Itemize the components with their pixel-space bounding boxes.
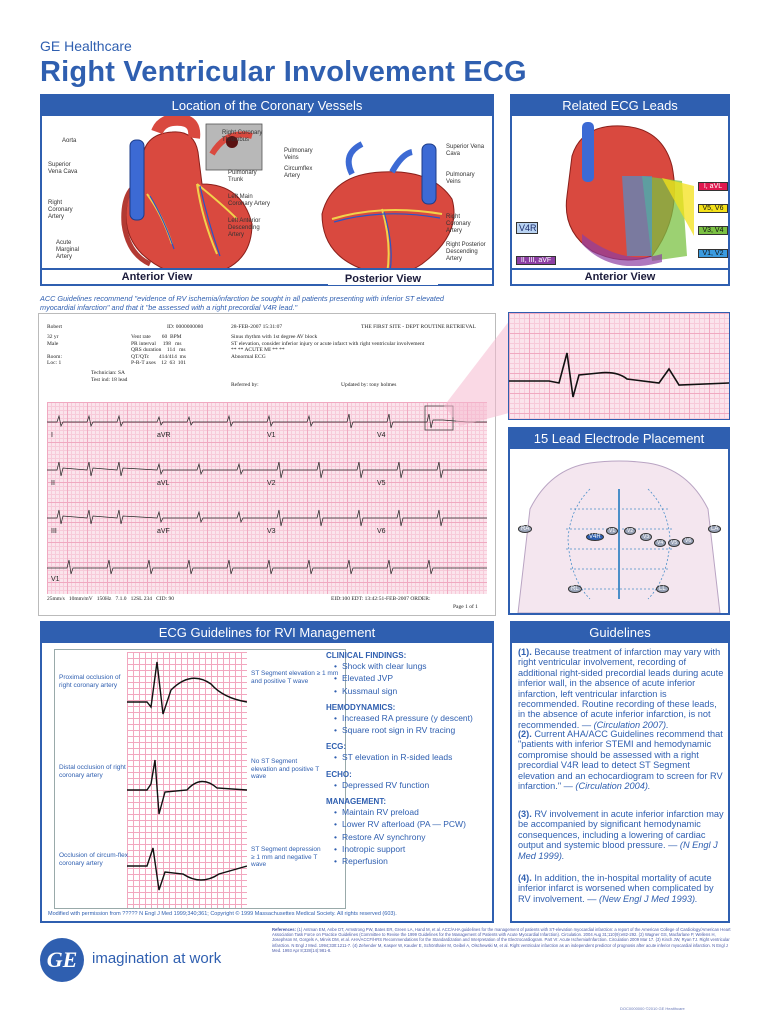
brand-name: GE Healthcare xyxy=(40,38,132,54)
rvi-findings xyxy=(326,647,486,868)
finding-item: • Increased RA pressure (y descent) xyxy=(326,712,486,724)
ecg-grid xyxy=(47,402,487,594)
related-leads-title: Related ECG Leads xyxy=(512,96,728,116)
ecg-page: Page 1 of 1 xyxy=(453,604,478,610)
label-pulmonary-veins-1: Pulmonary Veins xyxy=(284,148,313,161)
references-title: References: xyxy=(272,927,296,932)
lead-label-v5: V5 xyxy=(377,480,386,487)
guideline-4 xyxy=(518,873,724,904)
guideline-2-cite: (Circulation 2004). xyxy=(575,781,651,792)
guideline-1-text: Because treatment of infarction may vary with right ventricular involvement, recording of additional right-sided precordial leads during acute inferior wall, in the absence of acute inferior infarction, left ventricular infarction is recommended. Routine recording of these leads, in the absence of acute inferior infarction, is not recommended. — xyxy=(518,647,724,730)
label-aorta: Aorta xyxy=(62,138,77,144)
lead-label-v3: V3 xyxy=(267,528,276,535)
section-management-list xyxy=(326,806,486,867)
ecg-vitals: Vent rate 60 BPM PR interval 198 ms QRS duration 114 ms QT/QTc 414/414 ms P-R-T axes 12 63 101 xyxy=(131,334,187,366)
ecg-patient: Robert xyxy=(47,324,62,330)
label-left-main: Left Main Coronary Artery xyxy=(228,194,271,207)
coronary-caption-bar xyxy=(42,268,492,284)
label-pulmonary-veins-2: Pulmonary Veins xyxy=(446,172,475,185)
lead-label-avf: aVF xyxy=(157,528,170,535)
finding-item: • Shock with clear lungs xyxy=(326,660,486,672)
ge-logo-text: GE xyxy=(46,947,78,972)
lead-label-iii: III xyxy=(51,528,57,535)
document-code: DOC0000000 ©2010 GE Healthcare xyxy=(620,1006,685,1011)
lead-tag-i-avl: I, aVL xyxy=(698,182,728,191)
guideline-1-num: (1). xyxy=(518,647,532,657)
acc-guideline-note: ACC Guidelines recommend "evidence of RV ischemia/infarction be sought in all patients presenting with inferior ST elevated myocardial infarction" and that it "be assessed with a right precordial V4R lead." xyxy=(40,294,444,312)
label-lad: Left Anterior Descending Artery xyxy=(228,218,261,238)
ecg-demographics: 32 yr Male Room: Loc: 1 xyxy=(47,334,62,366)
finding-item: • Kussmaul sign xyxy=(326,685,486,697)
electrode-v4r: V4R xyxy=(586,533,604,541)
label-rca: Right Coronary Artery xyxy=(48,200,73,220)
lead-label-ii: II xyxy=(51,480,55,487)
references xyxy=(272,927,732,953)
lead-tag-v4r: V4R xyxy=(516,222,538,234)
rvi-row2-left: Distal occlusion of right coronary artery xyxy=(59,764,126,779)
guideline-3-text: RV involvement in acute inferior infarction may be accompanied by significant hemodynamic consequences, including a lowering of cardiac output and systemic blood pressure. — xyxy=(518,809,724,851)
page-title: Right Ventricular Involvement ECG xyxy=(40,56,527,88)
guideline-2-num: (2). xyxy=(518,729,532,739)
related-anterior-caption: Anterior View xyxy=(512,268,728,284)
rvi-row1-left: Proximal occlusion of right coronary artery xyxy=(59,674,121,689)
electrode-placement-panel xyxy=(508,427,730,615)
ecg-printout xyxy=(38,313,496,616)
finding-item: • Elevated JVP xyxy=(326,672,486,684)
zoomed-trace xyxy=(509,313,729,419)
ecg-footer-left: 25mm/s 10mm/mV 150Hz 7.1.0 12SL 234 CID: 90 xyxy=(47,596,174,602)
rvi-waveforms xyxy=(127,652,247,908)
lead-label-avl: aVL xyxy=(157,480,170,487)
coronary-vessels-panel xyxy=(40,94,494,286)
coronary-vessels-title: Location of the Coronary Vessels xyxy=(42,96,492,116)
ecg-referred-by: Referred by: xyxy=(231,382,259,388)
label-acute-marginal: Acute Marginal Artery xyxy=(56,240,80,260)
rvi-waveform-box xyxy=(54,649,346,909)
torso-diagram xyxy=(510,449,728,613)
finding-item: • ST elevation in R-sided leads xyxy=(326,751,486,763)
electrode-v4: V4 xyxy=(654,539,666,547)
electrode-v1: V1 xyxy=(606,527,618,535)
electrode-la: LA xyxy=(708,525,721,533)
finding-item: • Maintain RV preload xyxy=(326,806,486,818)
finding-item: • Restore AV synchrony xyxy=(326,831,486,843)
lead-tag-ii-iii-avf: II, III, aVF xyxy=(516,256,556,265)
lead-label-v6: V6 xyxy=(377,528,386,535)
label-rca-post: Right Coronary Artery xyxy=(446,214,471,234)
section-clinical-title: CLINICAL FINDINGS: xyxy=(326,651,407,660)
section-echo-title: ECHO: xyxy=(326,769,352,779)
rvi-management-title: ECG Guidelines for RVI Management xyxy=(42,623,492,643)
posterior-heart xyxy=(322,144,454,275)
label-rpda: Right Posterior Descending Artery xyxy=(446,242,486,262)
rvi-grid xyxy=(127,652,247,908)
references-text: (1) Antman EM, Anbe DT, Armstrong PW, Bates ER, Green LA, Hand M, et al. ACC/AHA guidelines for the management of patients with ST-elevation myocardial infarction: a report of the American College of Cardiology/American Heart Association Task Force on Practice Guidelines (Committee to Revise the 1999 Guidelines for the Management of Patients with Acute Myocardial Infarction). Circulation. 2004 Aug 31;110(9):e82-292. (2) Wagner GS, Macfarlane P, Wellens H, Josephson M, Gorgels A, Mirvis DM, et al. AHA/ACCF/HRS Recommendations for the Standardization and Interpretation of the Electrocardiogram. Part VI: Acute Ischemia/Infarction. Circulation 2009 Mar 17. (3) Kinch JW, Ryan TJ. Right ventricular infarction. N Engl J Med. 1994;330:1211-7. (4) Zehender M, Kasper W, Kauder E, Schönthaler M, Geibel A, Olschewski M, et al. Right ventricular infarction as an independent predictor of prognosis after acute inferior myocardial infarction. N Engl J Med. 1993 Apr 8;328(14):981-8. xyxy=(272,927,731,953)
finding-item: • Depressed RV function xyxy=(326,779,486,791)
related-leads-panel xyxy=(510,94,730,286)
finding-item: • Reperfusion xyxy=(326,855,486,867)
electrode-ra: RA xyxy=(518,525,532,533)
ge-logo xyxy=(40,938,84,982)
ecg-interpretation: Sinus rhythm with 1st degree AV block ST elevation, consider inferior injury or acute infarct with right ventricular involvement ** ** ACUTE MI ** ** Abnormal ECG xyxy=(231,334,425,360)
finding-item: • Square root sign in RV tracing xyxy=(326,724,486,736)
rvi-management-panel xyxy=(40,621,494,923)
rvi-row3-left: Occlusion of circum-flex coronary artery xyxy=(59,852,128,867)
posterior-view-caption: Posterior View xyxy=(328,273,438,285)
lead-label-rhythm-v1: V1 xyxy=(51,576,60,583)
label-svc-post: Superior Vena Cava xyxy=(446,144,485,157)
section-ecg-title: ECG: xyxy=(326,742,346,752)
guideline-2 xyxy=(518,729,724,791)
label-rc-thrombus: Right Coronary Thrombus xyxy=(222,130,263,143)
electrode-v2: V2 xyxy=(624,527,636,535)
ecg-date: 28-FEB-2007 15:31:07 xyxy=(231,324,283,330)
electrode-v6: V6 xyxy=(682,537,694,545)
section-echo-list xyxy=(326,779,486,791)
ecg-footer-right: EID:100 EDT: 13:42:51-FEB-2007 ORDER: xyxy=(331,596,431,602)
ecg-technician: Technician: SA Test ind: 18 lead xyxy=(91,370,128,383)
ecg-id: ID: 0000000080 xyxy=(167,324,204,330)
ecg-updated-by: Updated by: tony holmes xyxy=(341,382,397,388)
finding-item: • Lower RV afterload (PA — PCW) xyxy=(326,818,486,830)
electrode-v3: V3 xyxy=(640,533,652,541)
section-management-title: MANAGEMENT: xyxy=(326,797,386,807)
guideline-4-cite: (New Engl J Med 1993). xyxy=(599,893,698,904)
lead-label-v1: V1 xyxy=(267,432,276,439)
section-ecg-list xyxy=(326,751,486,763)
rvi-row2-right: No ST Segment elevation and positive T wave xyxy=(251,758,320,780)
guideline-3 xyxy=(518,809,724,861)
lead-label-avr: aVR xyxy=(157,432,171,439)
guideline-1-cite: (Circulation 2007). xyxy=(593,719,669,730)
guidelines-panel xyxy=(510,621,730,923)
label-pulmonary-trunk: Pulmonary Trunk xyxy=(228,170,257,183)
lead-tag-v5-v6: V5, V6 xyxy=(698,204,728,213)
ecg-traces xyxy=(47,402,487,594)
finding-item: • Inotropic support xyxy=(326,843,486,855)
electrode-ll: LL xyxy=(656,585,669,593)
label-circumflex: Circumflex Artery xyxy=(284,166,313,179)
section-hemodynamics-list xyxy=(326,712,486,737)
electrode-v5: V5 xyxy=(668,539,680,547)
rvi-row1-right: ST Segment elevation ≥ 1 mm and positive T wave xyxy=(251,670,339,685)
guideline-4-num: (4). xyxy=(518,873,532,883)
lead-label-i: I xyxy=(51,432,53,439)
guideline-4-text: In addition, the in-hospital mortality of acute inferior infarct is worsened when complicated by RV involvement. — xyxy=(518,873,714,904)
label-svc: Superior Vena Cava xyxy=(48,162,78,175)
anterior-view-caption: Anterior View xyxy=(102,271,212,283)
lead-tag-v3-v4: V3, V4 xyxy=(698,226,728,235)
guidelines-title: Guidelines xyxy=(512,623,728,643)
lead-tag-v1-v2: V1, V2 xyxy=(698,249,728,258)
heart-lead-diagram xyxy=(512,116,728,266)
lead-label-v2: V2 xyxy=(267,480,276,487)
guideline-3-cite: (N Engl J Med 1999). xyxy=(518,840,718,861)
electrode-placement-title: 15 Lead Electrode Placement xyxy=(510,429,728,449)
zoomed-ecg-beat xyxy=(508,312,730,420)
rvi-row3-right: ST Segment depression ≥ 1 mm and negative T wave xyxy=(251,846,321,868)
tagline: imagination at work xyxy=(92,950,222,967)
rvi-permission-note: Modified with permission from ????? N Engl J Med 1999;340;361; Copyright © 1999 Massachusettes Medical Society. All rights reserved (603). xyxy=(48,911,397,917)
electrode-rl: RL xyxy=(568,585,582,593)
section-clinical-list xyxy=(326,660,486,697)
section-hemodynamics-title: HEMODYNAMICS: xyxy=(326,702,396,712)
ecg-site: THE FIRST SITE - DEPT ROUTINE RETRIEVAL xyxy=(361,324,476,330)
guideline-2-text: Current AHA/ACC Guidelines recommend that "patients with inferior STEMI and hemodynamic compromise should be assessed with a right precordial V4R lead to detect ST Segment elevation and an echocardiogram to screen for RV infarction." — xyxy=(518,729,723,792)
guideline-3-num: (3). xyxy=(518,809,532,819)
lead-label-v4: V4 xyxy=(377,432,386,439)
guideline-1 xyxy=(518,647,724,730)
